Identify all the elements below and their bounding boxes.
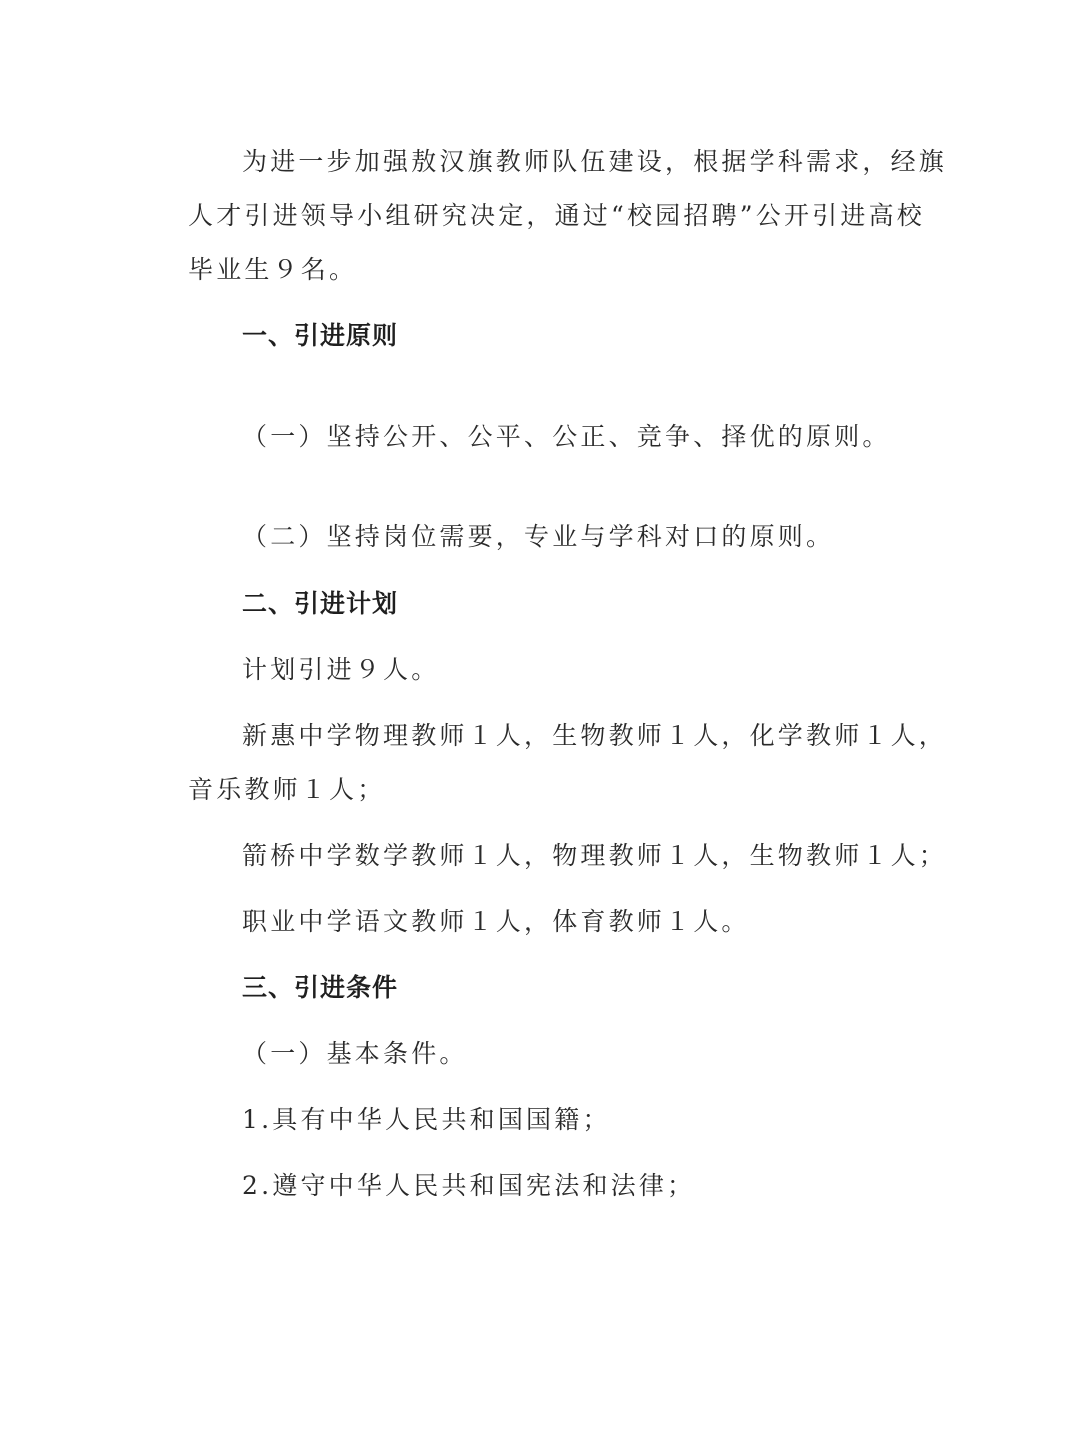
intro-line-1: 为进一步加强敖汉旗教师队伍建设，根据学科需求，经旗	[242, 147, 948, 176]
conditions-basic: （一）基本条件。	[242, 1039, 468, 1068]
intro-line-2: 人才引进领导小组研究决定，通过“校园招聘”公开引进高校	[188, 201, 925, 230]
section-heading-conditions: 三、引进条件	[242, 973, 399, 1002]
plan-zhiye: 职业中学语文教师１人，体育教师１人。	[242, 907, 750, 936]
plan-xinhui-line-2: 音乐教师１人；	[188, 775, 386, 804]
section-heading-principles: 一、引进原则	[242, 321, 399, 350]
plan-xinhui-line-1: 新惠中学物理教师１人，生物教师１人，化学教师１人，	[242, 721, 948, 750]
plan-jianqiao: 箭桥中学数学教师１人，物理教师１人，生物教师１人；	[242, 841, 948, 870]
principle-item-1: （一）坚持公开、公平、公正、竞争、择优的原则。	[242, 422, 891, 451]
condition-item-1: 1.具有中华人民共和国国籍；	[242, 1105, 611, 1134]
principle-item-2: （二）坚持岗位需要，专业与学科对口的原则。	[242, 522, 835, 551]
plan-total: 计划引进９人。	[242, 655, 440, 684]
section-heading-plan: 二、引进计划	[242, 589, 399, 618]
intro-line-3: 毕业生９名。	[188, 255, 358, 284]
condition-item-2: 2.遵守中华人民共和国宪法和法律；	[242, 1171, 696, 1200]
